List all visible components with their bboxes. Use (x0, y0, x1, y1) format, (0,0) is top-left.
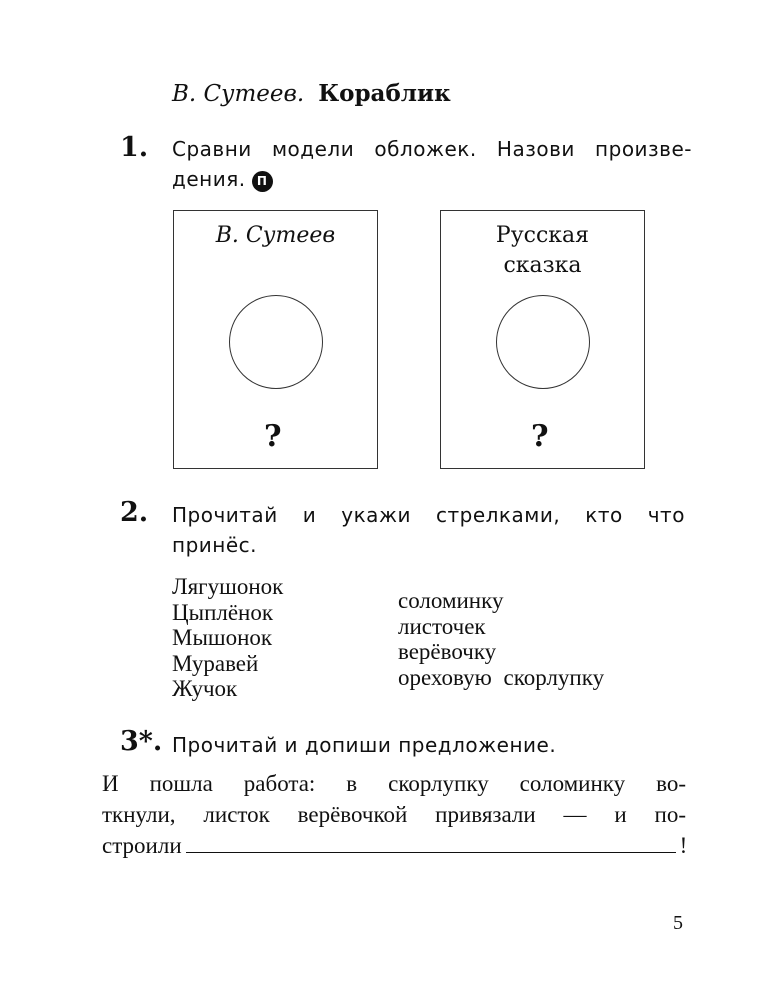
who-list (172, 574, 283, 702)
cover-1-question-mark: ? (264, 419, 282, 454)
task2-word: стрелками, (435, 503, 561, 527)
who-item: Жучок (172, 676, 238, 701)
task2-number: 2. (120, 497, 149, 528)
task1-line2-wrap (172, 167, 273, 192)
what-list (398, 588, 604, 690)
task2-word: и (302, 503, 317, 527)
task2-word: кто (585, 503, 623, 527)
answer-blank-line[interactable] (186, 834, 676, 853)
cover-model-2 (440, 210, 645, 469)
task2-word: что (647, 503, 685, 527)
task1-number: 1. (120, 132, 149, 163)
task1-line1: Сравни модели обложек. Назови произве- (172, 137, 692, 161)
cover-2-line2: сказка (503, 253, 582, 278)
what-item: верёвочку (398, 639, 497, 664)
sentence-line3-end: ! (679, 833, 688, 858)
task1-line2: дения. (172, 167, 246, 191)
who-item: Лягушонок (172, 574, 284, 599)
cover-2-question-mark: ? (531, 419, 549, 454)
level-badge: П (252, 171, 273, 192)
task2-word: укажи (341, 503, 411, 527)
cover-1-author: В. Сутеев (215, 223, 336, 248)
who-item: Мышонок (172, 625, 273, 650)
page-title (172, 80, 451, 107)
who-item: Муравей (172, 650, 259, 676)
sentence-line3-start: строили (102, 833, 182, 858)
who-item: Цыплёнок (172, 599, 274, 625)
cover-2-circle (496, 295, 590, 389)
what-item: соломинку (398, 588, 504, 613)
task3-instruction: Прочитай и допиши предложение. (172, 733, 557, 757)
task2-line1 (172, 503, 685, 527)
title-work: Кораблик (318, 80, 451, 107)
task2-line2: принёс. (172, 533, 258, 557)
page-number: 5 (673, 912, 683, 934)
what-item: ореховую скорлупку (398, 664, 605, 690)
what-item: листочек (398, 613, 486, 639)
cover-model-1 (173, 210, 378, 469)
cover-2-line1: Русская (495, 223, 590, 248)
title-author: В. Сутеев. (172, 81, 305, 107)
sentence-line2: ткнули, листок верёвочкой привязали — и по- (102, 802, 686, 827)
task3-number: 3*. (120, 726, 163, 757)
sentence-line3 (102, 830, 687, 861)
sentence-line1: И пошла работа: в скорлупку соломинку во- (102, 771, 686, 796)
cover-1-circle (229, 295, 323, 389)
task2-word: Прочитай (172, 503, 278, 527)
